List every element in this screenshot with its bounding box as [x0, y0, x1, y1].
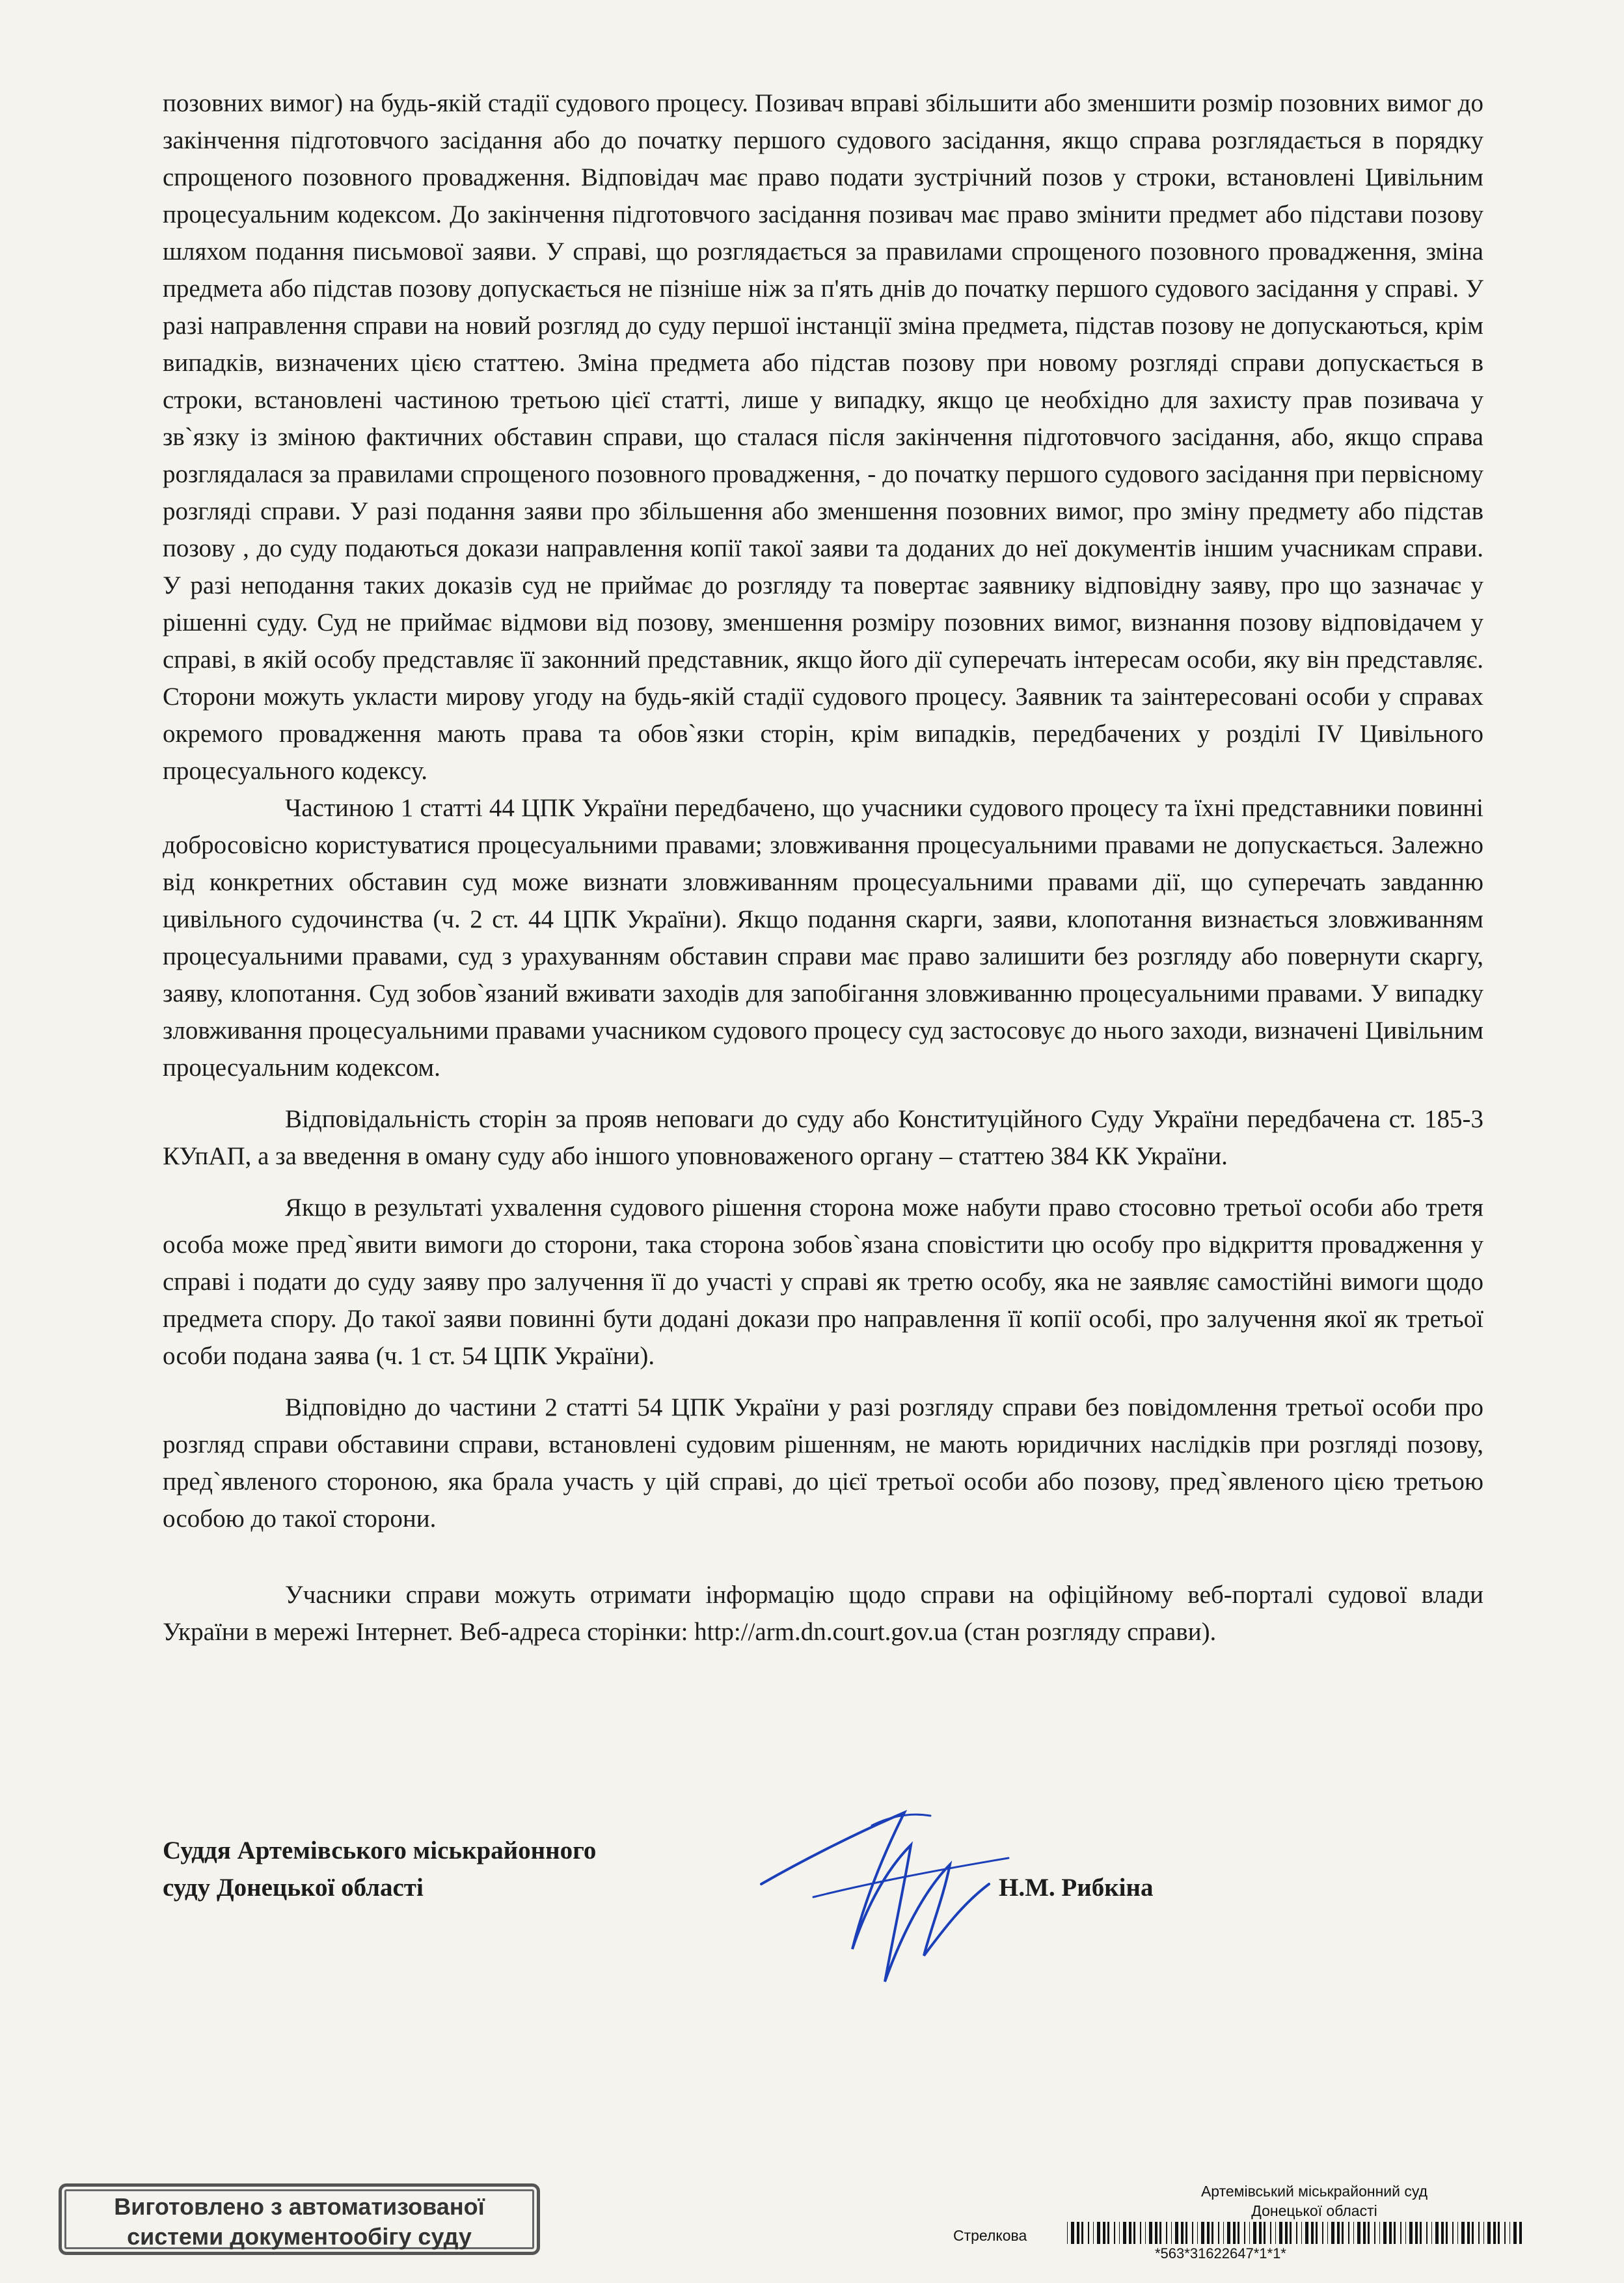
barcode-bar	[1426, 2222, 1428, 2244]
barcode-bar	[1249, 2222, 1250, 2244]
barcode-bar	[1431, 2222, 1432, 2244]
barcode-bar	[1238, 2222, 1239, 2244]
barcode-bar	[1103, 2222, 1105, 2244]
barcode-bar	[1493, 2222, 1496, 2244]
barcode-bar	[1322, 2222, 1323, 2244]
barcode-bar	[1478, 2222, 1480, 2244]
barcode-bar	[1472, 2222, 1474, 2244]
barcode-bar	[1192, 2222, 1193, 2244]
barcode-bar	[1290, 2222, 1292, 2244]
court-name-stamp: Артемівський міськрайонний суд Донецької області	[1200, 2183, 1428, 2219]
barcode-bar	[1337, 2222, 1340, 2244]
barcode-bar	[1227, 2222, 1230, 2244]
barcode-bar	[1374, 2222, 1375, 2244]
barcode-bar	[1077, 2222, 1079, 2244]
barcode-bar	[1197, 2222, 1198, 2244]
barcode-bar	[1259, 2222, 1262, 2244]
barcode-bar	[1331, 2222, 1334, 2244]
barcode-bar	[1446, 2222, 1448, 2244]
judge-name: Н.М. Рибкіна	[999, 1874, 1154, 1902]
barcode-bar	[1211, 2222, 1213, 2244]
barcode-bar	[1244, 2222, 1245, 2244]
barcode-bar	[1067, 2222, 1068, 2244]
barcode-bar	[1201, 2222, 1204, 2244]
barcode-bar	[1264, 2222, 1265, 2244]
barcode-bar	[1504, 2222, 1506, 2244]
paragraph-third-party: Якщо в результаті ухвалення судового рішення сторона може набути право стосовно третьої особи або третя особа може пред`явити вимоги до сторони, така сторона зобов`язана сповістити цю особу про відкриття провадження у справі і подати до суду заяву про залучення її до участі у справі як третю особу, яка не заявляє самостійні вимоги щодо предмета спору. До такої заяви повинні бути додані докази про направлення її копії особі, про залучення якої як третьої особи подана заява (ч. 1 ст. 54 ЦПК України).	[163, 1194, 1483, 1370]
automated-system-stamp: Виготовлено з автоматизованої системи документообігу суду	[59, 2183, 540, 2255]
barcode-bar	[1123, 2222, 1126, 2244]
barcode-bar	[1185, 2222, 1187, 2244]
barcode-bar	[1441, 2222, 1444, 2244]
paragraph-continuation: позовних вимог) на будь-якій стадії судового процесу. Позивач вправі збільшити або зменшити розмір позовних вимог до закінчення підготовчого засідання або до початку першого судового засідання, якщо справа розглядається в порядку спрощеного позовного провадження. Відповідач має право подати зустрічний позов у строки, встановлені Цивільним процесуальним кодексом. До закінчення підготовчого засідання позивач має право змінити предмет або підстави позову шляхом подання письмової заяви. У справі, що розглядається за правилами спрощеного позовного провадження, зміна предмета або підстав позову допускається не пізніше ніж за п'ять днів до початку першого судового засідання у справі. У разі направлення справи на новий розгляд до суду першої інстанції зміна предмета, підстав позову не допускаються, крім випадків, визначених цією статтею. Зміна предмета або підстав позову при новому розгляді справи допускається в строки, встановлені частиною третьою цієї статті, лише у випадку, якщо це необхідно для захисту прав позивача у зв`язку із зміною фактичних обставин справи, що сталася після закінчення підготовчого засідання, або, якщо справа розглядалася за правилами спрощеного позовного провадження, - до початку першого судового засідання при первісному розгляді справи. У разі подання заяви про збільшення або зменшення позовних вимог, про зміну предмету або підстав позову , до суду подаються докази направлення копії такої заяви та доданих до неї документів іншим учасникам справи. У разі неподання таких доказів суд не приймає до розгляду та повертає заявнику відповідну заяву, про що зазначає у рішенні суду. Суд не приймає відмови від позову, зменшення розміру позовних вимог, визнання позову відповідачем у справі, в якій особу представляє її законний представник, якщо його дії суперечать інтересам особи, яку він представляє. Сторони можуть укласти мирову угоду на будь-якій стадії судового процесу. Заявник та заінтересовані особи у справах окремого провадження мають права та обов`язки сторін, крім випадків, передбачених у розділі IV Цивільного процесуального кодексу.	[163, 89, 1483, 785]
barcode-bar	[1233, 2222, 1236, 2244]
barcode-bar	[1498, 2222, 1500, 2244]
barcode-bar	[1389, 2222, 1392, 2244]
document-barcode	[1067, 2222, 1522, 2244]
barcode-bar	[1311, 2222, 1314, 2244]
barcode-bar	[1171, 2222, 1172, 2244]
barcode-bar	[1461, 2222, 1465, 2244]
barcode-bar	[1400, 2222, 1401, 2244]
barcode-bar	[1114, 2222, 1115, 2244]
barcode-bar	[1348, 2222, 1349, 2244]
barcode-bar	[1409, 2222, 1413, 2244]
barcode-bar	[1253, 2222, 1256, 2244]
barcode-bar	[1129, 2222, 1131, 2244]
signature-block	[163, 1832, 1483, 1962]
document-body	[163, 85, 1483, 1650]
barcode-bar	[1394, 2222, 1396, 2244]
barcode-bar	[1519, 2222, 1522, 2244]
barcode-number: *563*31622647*1*1*	[1155, 2245, 1286, 2262]
barcode-bar	[1119, 2222, 1120, 2244]
barcode-bar	[1218, 2222, 1219, 2244]
barcode-bar	[1435, 2222, 1439, 2244]
paragraph-third-party-notice: Відповідно до частини 2 статті 54 ЦПК України у разі розгляду справи без повідомлення третьої особи про розгляд справи обставини справи, встановлені судовим рішенням, не мають юридичних наслідків при розгляді позову, пред`явленого стороною, яка брала участь у цій справі, до цієї третьої особи або позову, пред`явленого цією третьою особою до такої сторони.	[163, 1393, 1483, 1533]
barcode-bar	[1379, 2222, 1380, 2244]
barcode-bar	[1140, 2222, 1141, 2244]
barcode-bar	[1368, 2222, 1370, 2244]
barcode-bar	[1357, 2222, 1360, 2244]
barcode-bar	[1457, 2222, 1458, 2244]
paragraph-abuse-of-rights: Частиною 1 статті 44 ЦПК України передбачено, що учасники судового процесу та їхні представники повинні добросовісно користуватися процесуальними правами; зловживання процесуальними правами не допускається. Залежно від конкретних обставин суд може визнати зловживанням процесуальними правами дії, що суперечать завданню цивільного судочинства (ч. 2 ст. 44 ЦПК України). Якщо подання скарги, заяви, клопотання визнається зловживанням процесуальними правами, суд з урахуванням обставин справи має право залишити без розгляду або повернути скаргу, заяву, клопотання. Суд зобов`язаний вживати заходів для запобігання зловживанню процесуальними правами. У випадку зловживання процесуальними правами учасником судового процесу суд застосовує до нього заходи, визначені Цивільним процесуальним кодексом.	[163, 794, 1483, 1082]
barcode-bar	[1088, 2222, 1089, 2244]
judge-title: Суддя Артемівського міськрайонного суду Донецької області	[163, 1837, 597, 1902]
barcode-bar	[1483, 2222, 1484, 2244]
barcode-bar	[1305, 2222, 1308, 2244]
barcode-bar	[1467, 2222, 1470, 2244]
barcode-bar	[1071, 2222, 1074, 2244]
barcode-bar	[1420, 2222, 1422, 2244]
barcode-bar	[1363, 2222, 1366, 2244]
clerk-name: Стрелкова	[953, 2227, 1027, 2244]
barcode-bar	[1316, 2222, 1318, 2244]
barcode-bar	[1383, 2222, 1387, 2244]
barcode-bar	[1093, 2222, 1094, 2244]
barcode-bar	[1327, 2222, 1328, 2244]
barcode-bar	[1159, 2222, 1161, 2244]
barcode-bar	[1270, 2222, 1271, 2244]
barcode-bar	[1405, 2222, 1406, 2244]
barcode-bar	[1166, 2222, 1167, 2244]
barcode-bar	[1181, 2222, 1184, 2244]
barcode-bar	[1285, 2222, 1288, 2244]
paragraph-web-portal: Учасники справи можуть отримати інформацію щодо справи на офіційному веб-порталі судової влади України в мережі Інтернет. Веб-адреса сторінки: http://arm.dn.court.gov.ua (стан розгляду справи).	[163, 1581, 1483, 1646]
barcode-bar	[1353, 2222, 1354, 2244]
barcode-bar	[1223, 2222, 1224, 2244]
barcode-bar	[1149, 2222, 1152, 2244]
barcode-bar	[1175, 2222, 1178, 2244]
barcode-bar	[1513, 2222, 1517, 2244]
barcode-bar	[1487, 2222, 1491, 2244]
barcode-bar	[1275, 2222, 1276, 2244]
barcode-bar	[1296, 2222, 1297, 2244]
barcode-bar	[1133, 2222, 1135, 2244]
barcode-bar	[1097, 2222, 1100, 2244]
barcode-bar	[1207, 2222, 1210, 2244]
barcode-bar	[1342, 2222, 1344, 2244]
barcode-bar	[1301, 2222, 1302, 2244]
barcode-bar	[1415, 2222, 1418, 2244]
barcode-bar	[1509, 2222, 1510, 2244]
barcode-bar	[1145, 2222, 1146, 2244]
barcode-bar	[1452, 2222, 1454, 2244]
paragraph-liability: Відповідальність сторін за прояв неповаги до суду або Конституційного Суду України передбачена ст. 185-3 КУпАП, а за введення в оману суду або іншого уповноваженого органу – статтею 384 КК України.	[163, 1105, 1483, 1170]
barcode-bar	[1081, 2222, 1083, 2244]
barcode-bar	[1279, 2222, 1282, 2244]
barcode-bar	[1155, 2222, 1157, 2244]
barcode-bar	[1107, 2222, 1109, 2244]
